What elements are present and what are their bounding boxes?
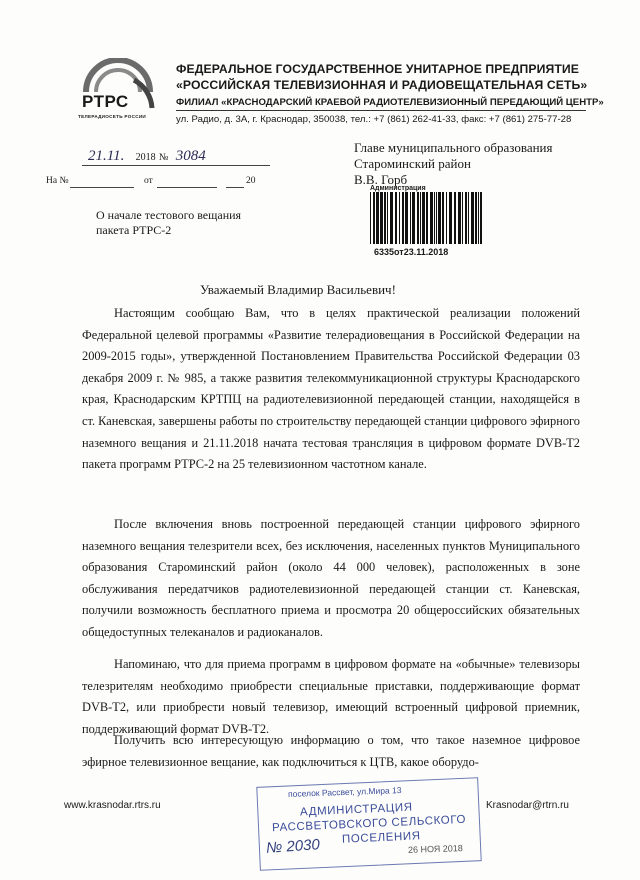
incoming-number: 6335от23.11.2018 <box>374 247 449 257</box>
recipient-line1: Главе муниципального образования <box>354 140 553 155</box>
barcode-icon <box>368 192 484 244</box>
year-underline <box>226 187 244 188</box>
letter-subject <box>96 208 241 238</box>
year-prefix: 2018 <box>135 152 156 163</box>
ot-label: от <box>144 176 153 186</box>
body-paragraph-4: Получить всю интересующую информацию о том, что такое наземное цифровое эфирное телевизионное вещание, как подключиться к ЦТВ, какое оборудо- <box>82 733 580 769</box>
na-underline <box>70 187 134 188</box>
branch-name: ФИЛИАЛ «КРАСНОДАРСКИЙ КРАЕВОЙ РАДИОТЕЛЕВИЗИОННЫЙ ПЕРЕДАЮЩИЙ ЦЕНТР» <box>176 97 604 108</box>
body-paragraph-2: После включения вновь построенной передающей станции цифрового эфирного наземного вещания телезрители всех, без исключения, населенных пунктов Муниципального образования Староминский район (около 44 000 человек), расположенных в зоне обслуживания передатчиков радиотелевизионной передающей станции ст. Каневская, получили возможность бесплатного приема и просмотра 20 общероссийских обязательных общедоступных телеканалов и радиоканалов. <box>82 517 580 639</box>
org-address: ул. Радио, д. 3А, г. Краснодар, 350038, тел.: +7 (861) 262-41-33, факс: +7 (861) 275-77-28 <box>176 114 572 125</box>
stamp-address: поселок Рассвет, ул.Мира 13 <box>287 785 402 799</box>
incoming-label: Администрация <box>370 185 426 192</box>
stamp-line3: ПОСЕЛЕНИЯ <box>341 830 421 846</box>
subject-line2: пакета РТРС-2 <box>96 223 172 237</box>
handwritten-date: 21.11. <box>88 148 125 164</box>
handwritten-number: 3084 <box>175 148 206 164</box>
stamp-number: № 2030 <box>265 836 321 857</box>
incoming-barcode <box>368 192 484 244</box>
logo-text: РТРС <box>82 92 129 111</box>
year-suffix: 20 <box>246 176 256 186</box>
org-name-line2: «РОССИЙСКАЯ ТЕЛЕВИЗИОННАЯ И РАДИОВЕЩАТЕЛЬНАЯ СЕТЬ» <box>176 78 588 92</box>
reference-row <box>46 176 256 186</box>
org-name-line1: ФЕДЕРАЛЬНОЕ ГОСУДАРСТВЕННОЕ УНИТАРНОЕ ПРЕДПРИЯТИЕ <box>176 62 579 76</box>
date-underline <box>82 165 270 166</box>
number-mark: № <box>158 152 169 163</box>
logo-tagline: ТЕЛЕРАДИОСЕТЬ РОССИИ <box>78 114 147 119</box>
incoming-stamp <box>258 782 482 868</box>
stamp-line1: АДМИНИСТРАЦИЯ <box>299 801 413 819</box>
recipient-block <box>354 140 552 188</box>
stamp-date: 26 НОЯ 2018 <box>407 843 464 855</box>
recipient-line3: В.В. Горб <box>354 172 408 187</box>
footer-website[interactable]: www.krasnodar.rtrs.ru <box>64 800 161 811</box>
header-divider <box>176 110 586 111</box>
outgoing-date-number <box>88 148 206 165</box>
subject-line1: О начале тестового вещания <box>96 208 242 222</box>
body-paragraph-1: Настоящим сообщаю Вам, что в целях практической реализации положений Федеральной целевой программы «Развитие телерадиовещания в Российской Федерации на 2009-2015 годы», утвержденной Постановлением Правительства Российской Федерации 03 декабря 2009 г. № 985, а также развития телекоммуникационной структуры Краснодарского края, Краснодарским КРТПЦ на радиотелевизионной передающей станции, находящейся в ст. Каневская, завершены работы по строительству передающей станции цифрового эфирного наземного вещания и 21.11.2018 начата тестовая трансляция в цифровом формате DVB-T2 пакета программ РТРС-2 на 25 телевизионном частотном канале. <box>82 306 580 472</box>
stamp-line2: РАССВЕТОВСКОГО СЕЛЬСКОГО <box>271 813 467 835</box>
greeting: Уважаемый Владимир Васильевич! <box>200 282 396 297</box>
recipient-line2: Староминский район <box>354 156 471 171</box>
ot-underline <box>157 187 217 188</box>
na-label: На № <box>46 176 69 186</box>
body-paragraph-3: Напоминаю, что для приема программ в цифровом формате на «обычные» телевизоры телезрителям необходимо приобрести специальные приставки, поддерживающие формат DVB-T2, или приобрести новый телевизор, имеющий встроенный цифровой приемник, поддерживающий формат DVB-T2. <box>82 657 580 736</box>
footer-email[interactable]: Krasnodar@rtrn.ru <box>486 800 569 811</box>
